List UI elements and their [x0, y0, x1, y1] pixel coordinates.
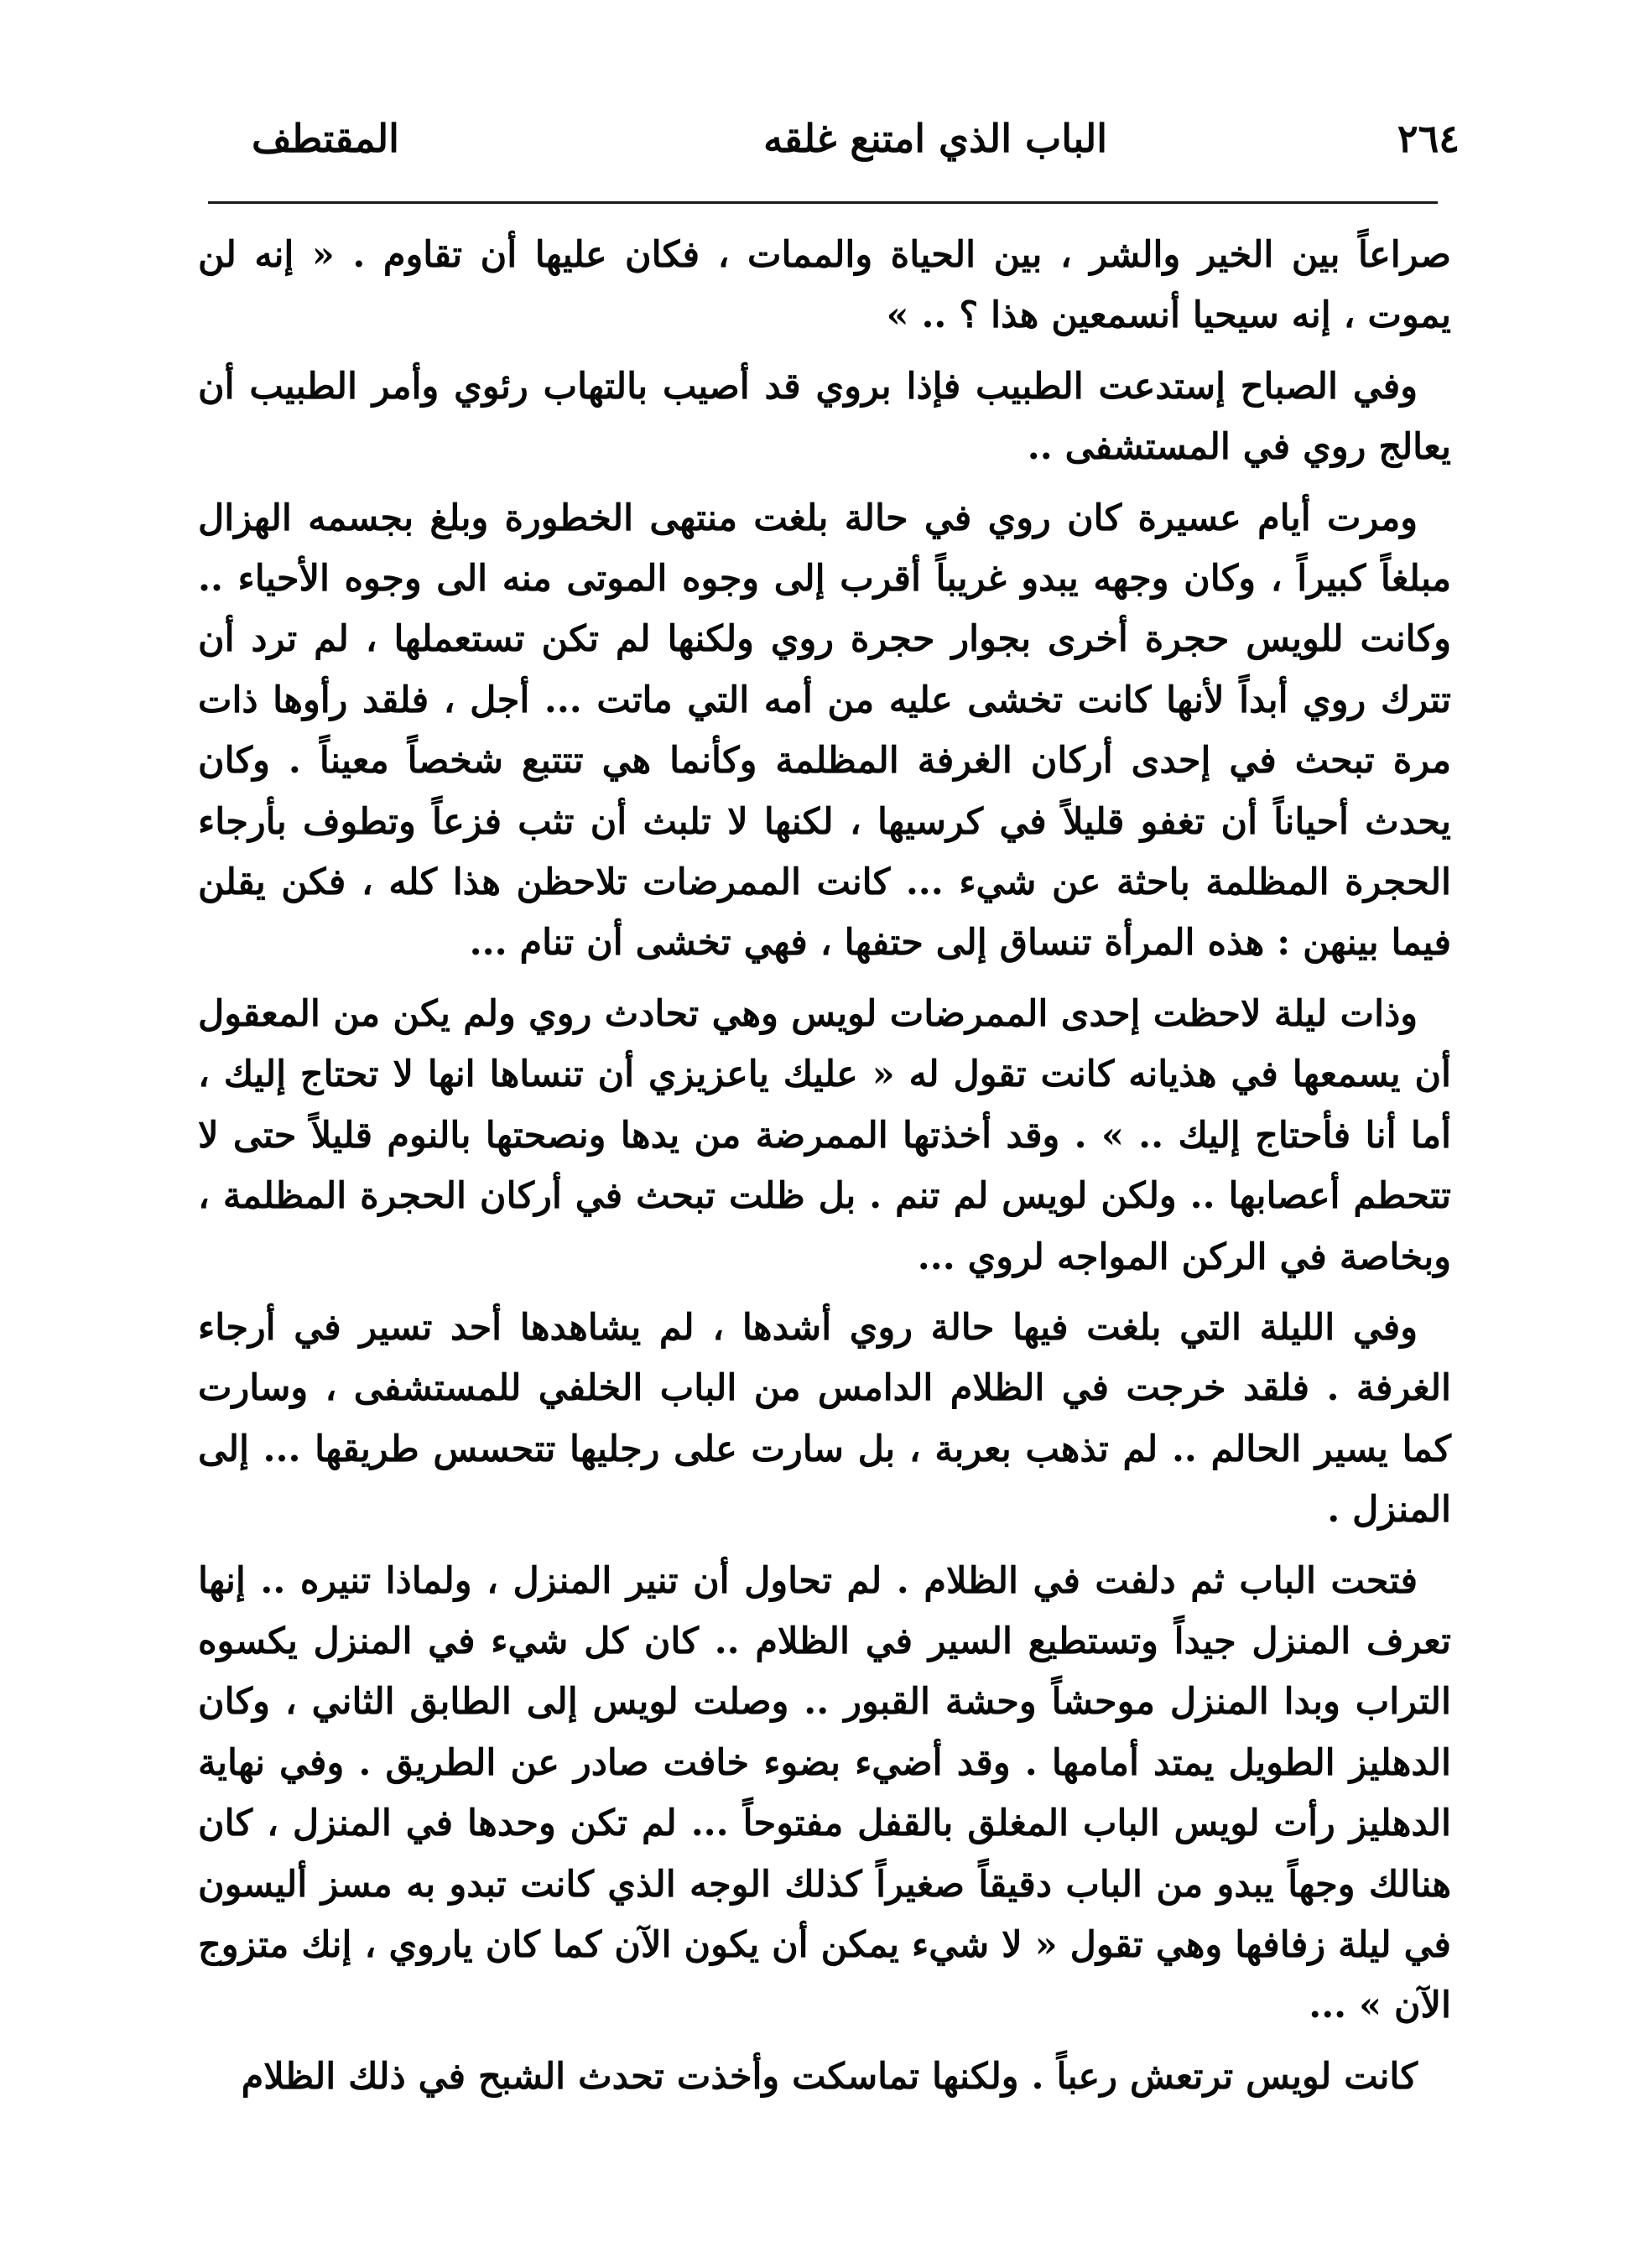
page-header [252, 116, 1460, 174]
paragraph-3: ومرت أيام عسيرة كان روي في حالة بلغت منتهى الخطورة وبلغ بجسمه الهزال مبلغاً كبيراً ، وكان وجهه يبدو غريباً أقرب إلى وجوه الموتى منه الى وجوه الأحياء .. وكانت للويس حجرة أخرى بجوار حجرة روي ولكنها لم تكن تستعملها ، لم ترد أن تترك روي أبداً لأنها كانت تخشى عليه من أمه التي ماتت ... أجل ، فلقد رأوها ذات مرة تبحث في إحدى أركان الغرفة المظلمة وكأنما هي تتتبع شخصاً معيناً . وكان يحدث أحياناً أن تغفو قليلاً في كرسيها ، لكنها لا تلبث أن تثب فزعاً وتطوف بأرجاء الحجرة المظلمة باحثة عن شيء ... كانت الممرضات تلاحظن هذا كله ، فكن يقلن فيما بينهن : هذه المرأة تنساق إلى حتفها ، فهي تخشى أن تنام ... [198, 497, 1451, 965]
paragraph-6: فتحت الباب ثم دلفت في الظلام . لم تحاول أن تنير المنزل ، ولماذا تنيره .. إنها تعرف المنزل جيداً وتستطيع السير في الظلام .. كان كل شيء في المنزل يكسوه التراب وبدا المنزل موحشاً وحشة القبور .. وصلت لويس إلى الطابق الثاني ، وكان الدهليز الطويل يمتد أمامها . وقد أضيء بضوء خافت صادر عن الطريق . وفي نهاية الدهليز رأت لويس الباب المغلق بالقفل مفتوحاً ... لم تكن وحدها في المنزل ، كان هنالك وجهاً يبدو من الباب دقيقاً صغيراً كذلك الوجه الذي كانت تبدو به مسز أليسون في ليلة زفافها وهي تقول « لا شيء يمكن أن يكون الآن كما كان ياروي ، إنك متزوج الآن » ... [198, 1559, 1451, 2027]
article-body [198, 225, 1451, 2107]
paragraph-1: صراعاً بين الخير والشر ، بين الحياة والممات ، فكان عليها أن تقاوم . « إنه لن يموت ، إنه سيحيا أنسمعين هذا ؟ .. » [198, 234, 1451, 337]
paragraph-2: وفي الصباح إستدعت الطبيب فإذا بروي قد أصيب بالتهاب رئوي وأمر الطبيب أن يعالج روي في المستشفى .. [198, 365, 1451, 469]
paragraph-7: كانت لويس ترتعش رعباً . ولكنها تماسكت وأخذت تحدث الشبح في ذلك الظلام [241, 2055, 1418, 2098]
paragraph-4: وذات ليلة لاحظت إحدى الممرضات لويس وهي تحادث روي ولم يكن من المعقول أن يسمعها في هذيانه كانت تقول له « عليك ياعزيزي أن تنساها انها لا تحتاج إليك ، أما أنا فأحتاج إليك .. » . وقد أخذتها الممرضة من يدها ونصحتها بالنوم قليلاً حتى لا تتحطم أعصابها .. ولكن لويس لم تنم . بل ظلت تبحث في أركان الحجرة المظلمة ، وبخاصة في الركن المواجه لروي ... [198, 992, 1451, 1278]
running-title: الباب الذي امتنع غلقه [763, 116, 1107, 161]
paragraph-5: وفي الليلة التي بلغت فيها حالة روي أشدها ، لم يشاهدها أحد تسير في أرجاء الغرفة . فلقد خرجت في الظلام الدامس من الباب الخلفي للمستشفى ، وسارت كما يسير الحالم .. لم تذهب بعربة ، بل سارت على رجليها تتحسس طريقها ... إلى المنزل . [198, 1306, 1451, 1532]
header-rule [208, 201, 1438, 204]
page-number: ٢٦٤ [1397, 116, 1460, 161]
journal-name: المقتطف [252, 116, 399, 161]
